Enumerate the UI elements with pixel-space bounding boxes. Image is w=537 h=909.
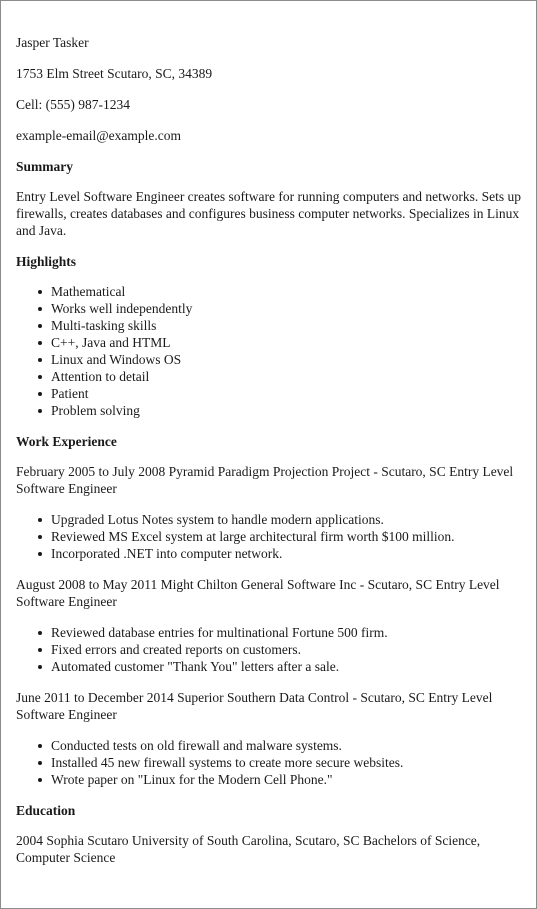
resume-content [16,34,526,880]
job-title: June 2011 to December 2014 Superior Southern Data Control - Scutaro, SC Entry Level Software Engineer [16,690,493,722]
education-heading: Education [16,803,76,818]
job-bullets [16,624,526,675]
highlights-heading: Highlights [16,254,77,269]
experience-heading: Work Experience [16,434,117,449]
job-title: August 2008 to May 2011 Might Chilton General Software Inc - Scutaro, SC Entry Level Software Engineer [16,577,500,609]
highlights-list [16,283,526,419]
highlight-item: Patient [51,385,526,402]
job-bullet: Reviewed database entries for multinational Fortune 500 firm. [51,624,526,641]
job-bullet: Automated customer "Thank You" letters after a sale. [51,658,526,675]
contact-name: Jasper Tasker [16,35,89,50]
highlight-item: C++, Java and HTML [51,334,526,351]
highlight-item: Problem solving [51,402,526,419]
highlight-item: Works well independently [51,300,526,317]
contact-email: example-email@example.com [16,128,181,143]
highlight-item: Mathematical [51,283,526,300]
job-bullet: Conducted tests on old firewall and malware systems. [51,737,526,754]
summary-text: Entry Level Software Engineer creates software for running computers and networks. Sets up firewalls, creates databases and configures business computer networks. Specializes in Linux and Java. [16,189,521,238]
job-bullet: Wrote paper on "Linux for the Modern Cell Phone." [51,771,526,788]
job-bullet: Incorporated .NET into computer network. [51,545,526,562]
job-bullets [16,511,526,562]
summary-heading: Summary [16,159,73,174]
job-bullet: Upgraded Lotus Notes system to handle modern applications. [51,511,526,528]
job-bullets [16,737,526,788]
highlight-item: Multi-tasking skills [51,317,526,334]
contact-phone: Cell: (555) 987-1234 [16,97,130,112]
highlight-item: Attention to detail [51,368,526,385]
job-bullet: Installed 45 new firewall systems to create more secure websites. [51,754,526,771]
job-title: February 2005 to July 2008 Pyramid Paradigm Projection Project - Scutaro, SC Entry Level Software Engineer [16,464,514,496]
job-bullet: Fixed errors and created reports on customers. [51,641,526,658]
contact-address: 1753 Elm Street Scutaro, SC, 34389 [16,66,213,81]
highlight-item: Linux and Windows OS [51,351,526,368]
education-text: 2004 Sophia Scutaro University of South Carolina, Scutaro, SC Bachelors of Science, Computer Science [16,833,481,865]
job-bullet: Reviewed MS Excel system at large architectural firm worth $100 million. [51,528,526,545]
